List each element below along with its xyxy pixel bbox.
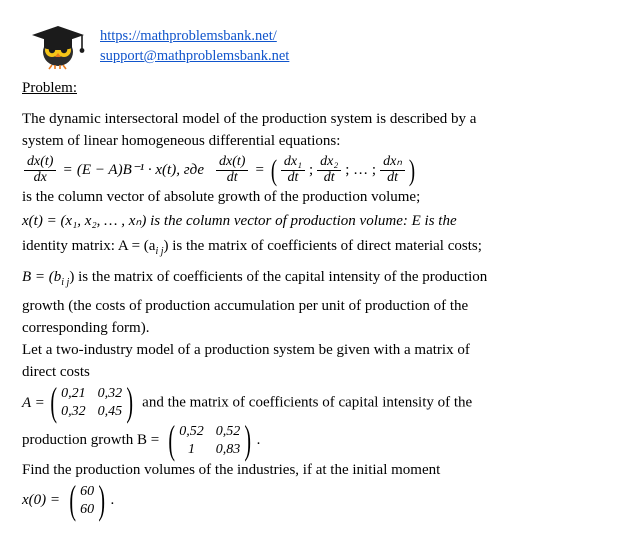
paragraph-two-industry-line2: direct costs bbox=[22, 364, 90, 381]
subscript-ij-a: i j bbox=[155, 246, 164, 258]
paragraph-intro-line1: The dynamic intersectoral model of the production system is described by a bbox=[22, 111, 477, 127]
matrix-B-cell-11: 0,52 bbox=[179, 424, 204, 440]
matrix-A-left-paren: ( bbox=[50, 379, 57, 425]
matrix-B-period: . bbox=[256, 432, 261, 449]
definition-identity-matrix: identity matrix: A = (a bbox=[22, 238, 156, 255]
vector-ellipsis: ; … ; bbox=[345, 162, 377, 179]
paragraph-column-vector: is the column vector of absolute growth of the production volume; bbox=[22, 189, 421, 206]
document-header bbox=[30, 18, 600, 70]
matrix-A-cell-21: 0,32 bbox=[61, 404, 86, 420]
right-paren-vector: ) bbox=[408, 153, 416, 187]
paragraph-definitions-a bbox=[22, 210, 600, 232]
x0-label: x(0) = bbox=[22, 492, 61, 509]
matrix-A-tail-text: and the matrix of coefficients of capital intensity of the bbox=[142, 394, 473, 411]
x0-period: . bbox=[110, 492, 115, 509]
left-paren-vector: ( bbox=[270, 153, 278, 187]
matrix-A-line bbox=[22, 379, 600, 425]
matrix-A-right-paren: ) bbox=[126, 379, 134, 425]
matrix-B-lead-text: production growth B = bbox=[22, 432, 160, 449]
contact-links bbox=[100, 18, 289, 66]
paragraph-two-industry-line1: Let a two-industry model of a production system be given with a matrix of bbox=[22, 342, 470, 359]
matrix-B-cell-22: 0,83 bbox=[215, 442, 241, 458]
email-link[interactable]: support@mathproblemsbank.net bbox=[100, 48, 290, 64]
matrix-B-cell-12: 0,52 bbox=[215, 424, 241, 440]
paragraph-find-volumes: Find the production volumes of the industries, if at the initial moment bbox=[22, 462, 441, 479]
fraction-dxt-dx: $\frac{dx(t)}{dx}$ bbox=[24, 155, 56, 185]
matrix-B-left-paren: ( bbox=[168, 417, 175, 463]
subscript-ij-b: i j bbox=[61, 277, 70, 289]
vector-x0-right-paren: ) bbox=[98, 477, 106, 523]
matrix-A-label: A = bbox=[22, 394, 45, 411]
matrix-A bbox=[47, 379, 137, 425]
vector-x0-cell-1: 60 bbox=[80, 484, 95, 500]
matrix-B bbox=[165, 417, 255, 463]
equation-rhs-expression: (E − A)B⁻¹ · x(t), где bbox=[76, 162, 204, 179]
matrix-A-cell-11: 0,21 bbox=[61, 386, 86, 402]
paragraph-B-definition bbox=[22, 266, 600, 294]
website-link[interactable]: https://mathproblemsbank.net/ bbox=[100, 28, 277, 44]
vector-x0 bbox=[66, 477, 109, 523]
paragraph-intro-line2: system of linear homogeneous differential equations: bbox=[22, 133, 341, 149]
equals-sign-2: = bbox=[255, 162, 264, 179]
matrix-A-cell-12: 0,32 bbox=[97, 386, 123, 402]
definition-xt-line: x(t) = (x₁, x₂, … , xₙ) is the column vector of production volume: E is the bbox=[22, 213, 457, 230]
matrix-B-cell-21: 1 bbox=[188, 442, 196, 458]
paragraph-growth-costs-line2: corresponding form). bbox=[22, 320, 150, 337]
matrix-B-right-paren: ) bbox=[244, 417, 252, 463]
fraction-dxt-dt: $\frac{dx(t)}{dt}$ bbox=[216, 155, 248, 185]
vector-x0-cell-2: 60 bbox=[80, 502, 95, 518]
definition-B-lead: B = (b bbox=[22, 269, 62, 286]
vector-x0-left-paren: ( bbox=[69, 477, 76, 523]
paragraph-growth-costs-line1: growth (the costs of production accumulation per unit of production of the bbox=[22, 298, 469, 315]
equals-sign-1: = bbox=[63, 162, 72, 179]
fraction-dxn-dt: $\frac{\text{dxₙ}}{dt}$ bbox=[380, 155, 405, 185]
fraction-dx2-dt: $\frac{\text{dx₂}}{dt}$ bbox=[317, 155, 341, 185]
definition-direct-costs-tail: ) is the matrix of coefficients of direct material costs; bbox=[163, 238, 482, 255]
matrix-B-line bbox=[22, 417, 600, 463]
equation-main: $\frac{dx(t)}{dx}$ = (E − A)B⁻¹ · x(t), где $\frac{dx(t)}{dt}$ = ( $\frac{\text{dx₁}}{dt}$ ; $\frac{\text{dx₂}}{dt}$ ; … ; $\frac{\text{dxₙ}}{dt}$ ) bbox=[22, 155, 600, 185]
matrix-A-cell-22: 0,45 bbox=[97, 404, 123, 420]
initial-condition-line bbox=[22, 477, 600, 523]
problem-label: Problem: bbox=[22, 80, 77, 96]
graduation-cap-owl-icon bbox=[30, 18, 90, 70]
fraction-dx1-dt: $\frac{\text{dx₁}}{dt}$ bbox=[281, 155, 305, 185]
paragraph-definitions-b bbox=[22, 235, 600, 263]
definition-B-tail: ) is the matrix of coefficients of the capital intensity of the production bbox=[69, 269, 488, 286]
